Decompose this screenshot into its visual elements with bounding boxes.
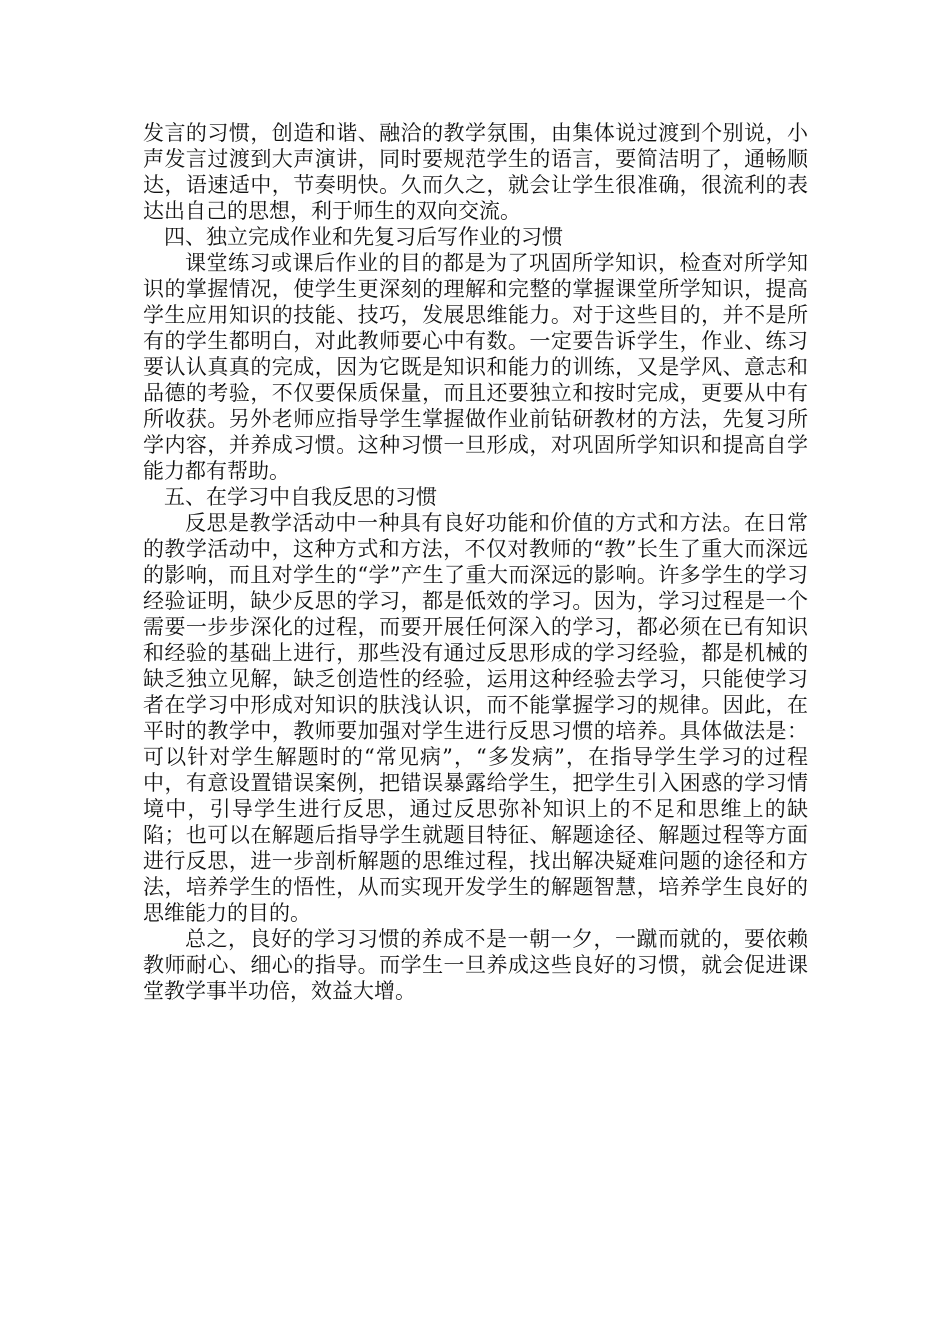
paragraph-homework: 课堂练习或课后作业的目的都是为了巩固所学知识，检查对所学知识的掌握情况，使学生更深刻的理解和完整的掌握课堂所学知识，提高学生应用知识的技能、技巧，发展思维能力。对于这些目的，并不是所有的学生都明白，对此教师要心中有数。一定要告诉学生，作业、练习要认认真真的完成，因为它既是知识和能力的训练，又是学风、意志和品德的考验，不仅要保质保量，而且还要独立和按时完成，更要从中有所收获。另外老师应指导学生掌握做作业前钻研教材的方法，先复习所学内容，并养成习惯。这种习惯一旦形成，对巩固所学知识和提高自学能力都有帮助。: [143, 251, 808, 483]
document-body: [143, 120, 808, 1004]
paragraph-conclusion: 总之，良好的学习习惯的养成不是一朝一夕，一蹴而就的，要依赖教师耐心、细心的指导。而学生一旦养成这些良好的习惯，就会促进课堂教学事半功倍，效益大增。: [143, 927, 808, 1003]
section-heading-4: 四、独立完成作业和先复习后写作业的习惯: [164, 225, 563, 249]
paragraph-speaking-habit: 发言的习惯，创造和谐、融洽的教学氛围，由集体说过渡到个别说，小声发言过渡到大声演讲，同时要规范学生的语言，要简洁明了，通畅顺达，语速适中，节奏明快。久而久之，就会让学生很准确，很流利的表达出自己的思想，利于师生的双向交流。: [143, 121, 808, 223]
section-heading-5: 五、在学习中自我反思的习惯: [164, 485, 437, 509]
paragraph-reflection: 反思是教学活动中一种具有良好功能和价值的方式和方法。在日常的教学活动中，这种方式和方法，不仅对教师的“教”长生了重大而深远的影响，而且对学生的“学”产生了重大而深远的影响。许多学生的学习经验证明，缺少反思的学习，都是低效的学习。因为，学习过程是一个需要一步步深化的过程，而要开展任何深入的学习，都必须在已有知识和经验的基础上进行，那些没有通过反思形成的学习经验，都是机械的缺乏独立见解，缺乏创造性的经验，运用这种经验去学习，只能使学习者在学习中形成对知识的肤浅认识，而不能掌握学习的规律。因此，在平时的教学中，教师要加强对学生进行反思习惯的培养。具体做法是：可以针对学生解题时的“常见病”，“多发病”，在指导学生学习的过程中，有意设置错误案例，把错误暴露给学生，把学生引入困惑的学习情境中，引导学生进行反思，通过反思弥补知识上的不足和思维上的缺陷；也可以在解题后指导学生就题目特征、解题途径、解题过程等方面进行反思，进一步剖析解题的思维过程，找出解决疑难问题的途径和方法，培养学生的悟性，从而实现开发学生的解题智慧，培养学生良好的思维能力的目的。: [143, 511, 808, 925]
